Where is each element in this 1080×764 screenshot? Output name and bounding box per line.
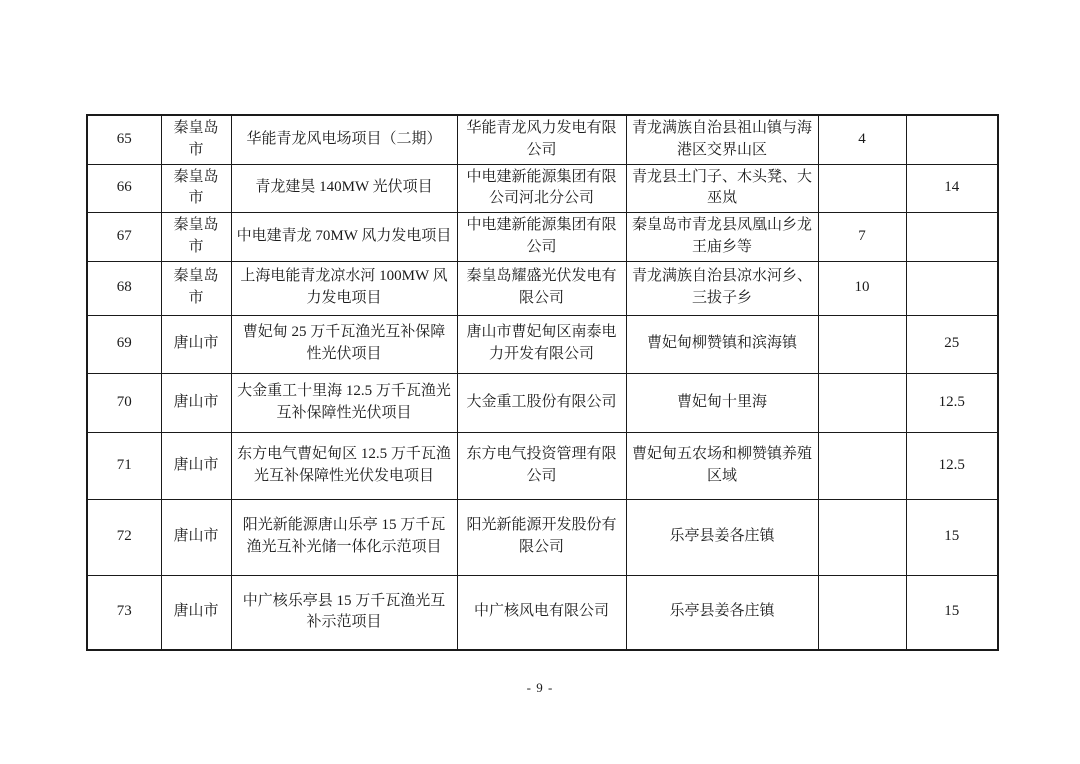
value2-cell	[906, 213, 998, 262]
project-cell: 华能青龙风电场项目（二期）	[231, 115, 457, 164]
location-cell: 青龙满族自治县祖山镇与海港区交界山区	[626, 115, 818, 164]
value2-cell	[906, 115, 998, 164]
company-cell: 中电建新能源集团有限公司	[457, 213, 626, 262]
project-cell: 大金重工十里海 12.5 万千瓦渔光互补保障性光伏项目	[231, 373, 457, 432]
city-cell: 唐山市	[161, 432, 231, 499]
seq-cell: 72	[87, 499, 161, 575]
value2-cell	[906, 261, 998, 315]
value1-cell: 7	[818, 213, 906, 262]
project-cell: 中电建青龙 70MW 风力发电项目	[231, 213, 457, 262]
company-cell: 唐山市曹妃甸区南泰电力开发有限公司	[457, 315, 626, 373]
company-cell: 华能青龙风力发电有限公司	[457, 115, 626, 164]
page-number: - 9 -	[526, 680, 554, 695]
city-cell: 秦皇岛市	[161, 213, 231, 262]
location-cell: 曹妃甸五农场和柳赞镇养殖区域	[626, 432, 818, 499]
table-row	[87, 164, 998, 213]
city-cell: 唐山市	[161, 373, 231, 432]
seq-cell: 70	[87, 373, 161, 432]
table-row	[87, 115, 998, 164]
project-cell: 上海电能青龙凉水河 100MW 风力发电项目	[231, 261, 457, 315]
projects-table	[86, 114, 999, 651]
value2-cell: 15	[906, 575, 998, 650]
seq-cell: 73	[87, 575, 161, 650]
project-cell: 东方电气曹妃甸区 12.5 万千瓦渔光互补保障性光伏发电项目	[231, 432, 457, 499]
location-cell: 青龙满族自治县凉水河乡、三拔子乡	[626, 261, 818, 315]
location-cell: 乐亭县姜各庄镇	[626, 575, 818, 650]
location-cell: 乐亭县姜各庄镇	[626, 499, 818, 575]
city-cell: 唐山市	[161, 499, 231, 575]
value2-cell: 14	[906, 164, 998, 213]
seq-cell: 68	[87, 261, 161, 315]
seq-cell: 71	[87, 432, 161, 499]
company-cell: 中电建新能源集团有限公司河北分公司	[457, 164, 626, 213]
table-row	[87, 213, 998, 262]
seq-cell: 65	[87, 115, 161, 164]
location-cell: 曹妃甸柳赞镇和滨海镇	[626, 315, 818, 373]
value1-cell: 4	[818, 115, 906, 164]
city-cell: 秦皇岛市	[161, 164, 231, 213]
value2-cell: 25	[906, 315, 998, 373]
value1-cell	[818, 315, 906, 373]
value2-cell: 15	[906, 499, 998, 575]
city-cell: 秦皇岛市	[161, 261, 231, 315]
company-cell: 中广核风电有限公司	[457, 575, 626, 650]
location-cell: 秦皇岛市青龙县凤凰山乡龙王庙乡等	[626, 213, 818, 262]
value1-cell	[818, 373, 906, 432]
value1-cell	[818, 499, 906, 575]
table-row	[87, 499, 998, 575]
value1-cell	[818, 164, 906, 213]
value1-cell	[818, 432, 906, 499]
value2-cell: 12.5	[906, 432, 998, 499]
project-cell: 青龙建昊 140MW 光伏项目	[231, 164, 457, 213]
city-cell: 秦皇岛市	[161, 115, 231, 164]
project-cell: 阳光新能源唐山乐亭 15 万千瓦渔光互补光储一体化示范项目	[231, 499, 457, 575]
company-cell: 阳光新能源开发股份有限公司	[457, 499, 626, 575]
table-row	[87, 432, 998, 499]
location-cell: 青龙县土门子、木头凳、大巫岚	[626, 164, 818, 213]
table-row	[87, 373, 998, 432]
company-cell: 东方电气投资管理有限公司	[457, 432, 626, 499]
company-cell: 秦皇岛耀盛光伏发电有限公司	[457, 261, 626, 315]
project-cell: 中广核乐亭县 15 万千瓦渔光互补示范项目	[231, 575, 457, 650]
table-row	[87, 261, 998, 315]
table-row	[87, 575, 998, 650]
city-cell: 唐山市	[161, 575, 231, 650]
seq-cell: 69	[87, 315, 161, 373]
value1-cell: 10	[818, 261, 906, 315]
seq-cell: 66	[87, 164, 161, 213]
city-cell: 唐山市	[161, 315, 231, 373]
project-cell: 曹妃甸 25 万千瓦渔光互补保障性光伏项目	[231, 315, 457, 373]
table-row	[87, 315, 998, 373]
company-cell: 大金重工股份有限公司	[457, 373, 626, 432]
location-cell: 曹妃甸十里海	[626, 373, 818, 432]
value1-cell	[818, 575, 906, 650]
seq-cell: 67	[87, 213, 161, 262]
value2-cell: 12.5	[906, 373, 998, 432]
